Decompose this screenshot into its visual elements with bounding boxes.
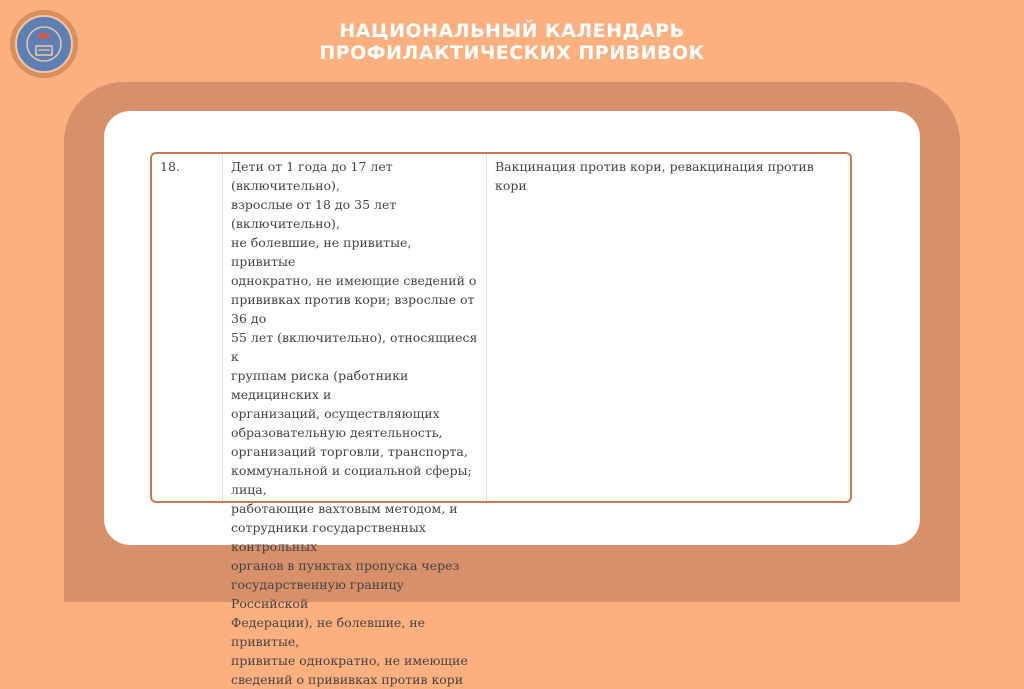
page-title-line-1: НАЦИОНАЛЬНЫЙ КАЛЕНДАРЬ [339, 20, 685, 42]
table-cell-description: Дети от 1 года до 17 лет (включительно), взрослые от 18 до 35 лет (включительно), не болевшие, не привитые, привитые однократно, не имеющие сведений о прививках против кори; взрослые от 36 до 55 лет (включительно), относящиеся к группам риска (работники медицинских и организаций, осуществляющих образовательную деятельность, организаций торговли, транспорта, коммунальной и социальной сферы; лица, работающие вахтовым методом, и сотрудники государственных контрольных органов в пунктах пропуска через государственную границу Российской Федерации), не болевшие, не привитые, привитые однократно, не имеющие сведений о прививках против кори [223, 154, 487, 501]
table-cell-number: 18. [152, 154, 223, 501]
vaccination-table [150, 152, 852, 687]
table-cell-vaccination: Вакцинация против кори, ревакцинация против кори [495, 159, 814, 193]
page-title-line-2: ПРОФИЛАКТИЧЕСКИХ ПРИВИВОК [319, 42, 705, 64]
page-title [0, 20, 1024, 64]
